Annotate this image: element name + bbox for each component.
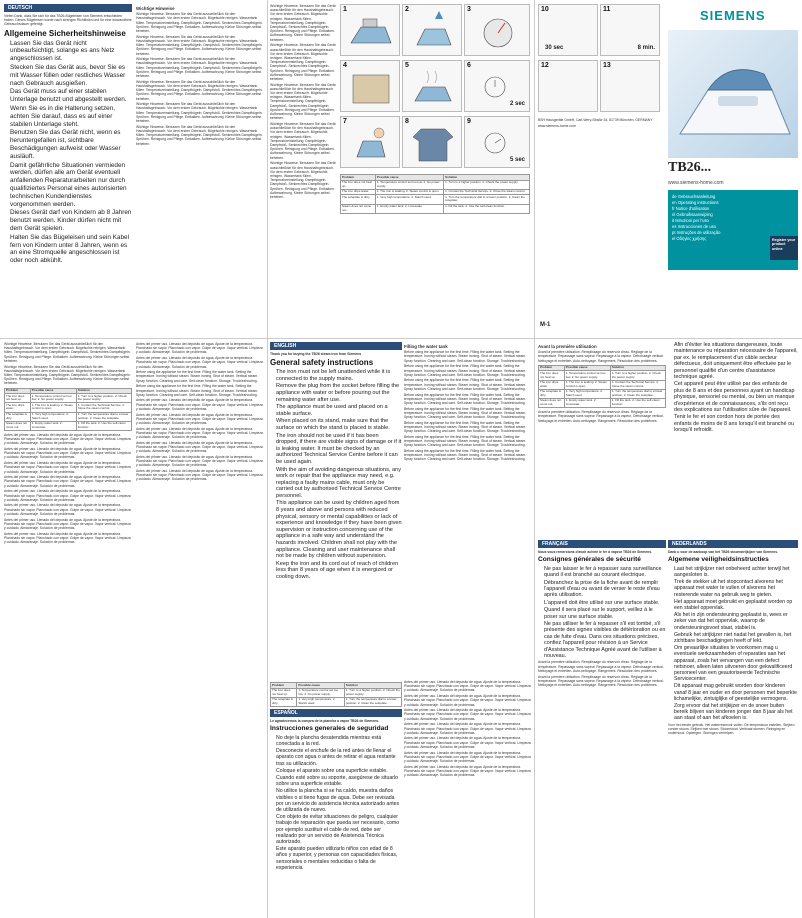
english-intro: Thank you for buying the TB26 steam iron from Siemens [270,352,362,356]
english-bullet: • The iron must not be left unattended while it is connected to the supply mains. [276,369,402,382]
de-bottom [4,342,132,914]
de-table-2 [4,388,132,431]
de-cont-text-4: Wichtige Hinweise. Benutzen Sie das Gerät ausschließlich für den Haushaltsgebrauch. Vor dem ersten Gebrauch. Bügelsohle reinigen. Wassertank füllen. Temperatureinstellung. Dampfbügeln. Dampfstoß. Senkrechtes Dampfbügeln. Sprühen. Reinigung und Pflege. Entkalken. Aufbewahrung. Kleine Störungen selbst beheben. [270,121,336,160]
step-1 [340,4,400,56]
dutch-bullet: • Gebruik het strijkijzer niet nadat het gevallen is, het zichtbare beschadigingen heeft of lekt. [674,632,798,644]
french-bullet: • Débranchez la prise de la fiche avant de remplir l'appareil d'eau ou avant de verser le reste d'eau après utilisation. [544,580,666,599]
td: 1. Contact the Technical Service. 2. Close the steam control. [76,403,131,412]
iron-photo-icon [668,30,798,158]
es-text-3: Antes del primer uso. Llenado del depósito de agua. Ajuste de la temperatura. Planchado sin vapor. Planchado con vapor. Golpe de vapor. Vapor vertical. Limpieza y cuidado. Almacenaje. Solución de problemas. [4,461,131,474]
english-heading: General safety instructions [270,358,374,368]
spanish-bullet: • Desconecte el enchufe de la red antes de llenar el aparato con agua o antes de retirar el agua restante tras su utilización. [276,748,402,767]
step-number: 9 [467,118,471,125]
spanish-bullet: • No deje la plancha desatendida mientras está conectada a la red. [276,735,402,747]
dutch-bullet: • Zorg ervoor dat het strijkijzer en de snoer buiten bereik blijven van kinderen jonger dan 8 jaar als het aan staat of aan het afkoelen is. [674,703,798,722]
td: The soleplate is dirty. [341,195,376,204]
fr-body-3: Avant la première utilisation. Remplissage du réservoir d'eau. Réglage de la température. Repassage sans vapeur. Repassage à la vapeur. Défroissage vertical. Nettoyage et entretien. Auto-nettoyage. Rangement. Résolution des problèmes. [538,660,664,673]
lang-item: fr Notice d'utilisation [672,206,710,211]
french-bullet: • Ne pas laisser le fer à repasser sans surveillance quand il est branché au courant électrique. [544,566,666,579]
dutch-bullets [668,566,798,722]
spanish-bullet: • Cuando esté sobre su soporte, asegúrese de situarlo sobre una superficie estable. [276,775,402,787]
td: 1. Contact the Technical Service. 2. Close the steam control. [444,189,530,195]
en-body-5: Before using the appliance for the first time. Filling the water tank. Setting the temperature. Ironing without steam. Steam ironing. Shot of steam. Vertical steam. Spray function. Cleaning and care. Self-clean function. Storage. Troubleshooting. [404,406,527,420]
fr-body-4: Avant la première utilisation. Remplissage du réservoir d'eau. Réglage de la température. Repassage sans vapeur. Repassage à la vapeur. Défroissage vertical. Nettoyage et entretien. Auto-nettoyage. Rangement. Résolution des problèmes. [538,674,664,687]
de-bottom-text-2: Wichtige Hinweise. Benutzen Sie das Gerät ausschließlich für den Haushaltsgebrauch. Vor dem ersten Gebrauch. Bügelsohle reinigen. Wassertank füllen. Temperatureinstellung. Dampfbügeln. Dampfstoß. Senkrechtes Dampfbügeln. Sprühen. Reinigung und Pflege. Entkalken. Aufbewahrung. Kleine Störungen selbst beheben. [4,364,131,386]
es-body-4: Antes del primer uso. Llenado del depósito de agua. Ajuste de la temperatura. Planchado sin vapor. Planchado con vapor. Golpe de vapor. Vapor vertical. Limpieza y cuidado. Almacenaje. Solución de problemas. [404,722,531,735]
th: Solution [444,175,530,181]
nl-body: Voor het eerste gebruik. Het waterreservoir vullen. De temperatuur instellen. Strijken zonder stoom. Strijken met stoom. Stoomstoot. Verticaal stomen. Reiniging en onderhoud. Opbergen. Storingen verhelpen. [668,722,795,736]
step-number: 7 [343,118,347,125]
fr-body-2: Avant la première utilisation. Remplissage du réservoir d'eau. Réglage de la température. Repassage sans vapeur. Repassage à la vapeur. Défroissage vertical. Nettoyage et entretien. Auto-nettoyage. Rangement. Résolution des problèmes. [538,410,664,423]
french-intro: Nous vous remercions d'avoir acheté le fer à vapeur TB26 de Siemens. [538,550,653,554]
th: Problem [341,175,376,181]
lang-item: it Istruzioni per l'uso [672,218,709,223]
fr-bullet: • Cet appareil peut être utilisé par des enfants de plus de 8 ans et des personnes ayant un handicap physique, sensoriel ou mental, ou bien un manque d'expérience et de connaissances, s'ils ont reçu des explications sur l'utilisation sûre de l'appareil. [674,381,798,413]
en-body-2: Before using the appliance for the first time. Filling the water tank. Setting the temperature. Ironing without steam. Steam ironing. Shot of steam. Vertical steam. Spray function. Cleaning and care. Self-clean function. Storage. Troubleshooting. [404,364,527,377]
es-body-1: Antes del primer uso. Llenado del depósito de agua. Ajuste de la temperatura. Planchado sin vapor. Planchado con vapor. Golpe de vapor. Vapor vertical. Limpieza y cuidado. Almacenaje. Solución de problemas. [404,680,531,693]
dial-icon [465,5,530,56]
english-bullet: • Remove the plug from the socket before filling the appliance with water or before pouring out the remaining water after use. [276,383,402,403]
td: 1. Very high temperature. 2. Starch used. [30,412,76,421]
step-13 [600,60,660,112]
french-bullet: • L'appareil doit être utilisé sur une surface stable. [544,600,666,606]
td: 1. Contact the Technical Service. 2. Close the steam control. [610,380,665,389]
french-heading: Consignes générales de sécurité [538,556,641,564]
water-fill-icon [403,5,462,56]
dutch-bullet: • Laat het strijkijzer niet onbeheerd achter terwijl het aangesloten is. [674,566,798,578]
spanish-bullet: • Con objeto de evitar situaciones de peligro, cualquier trabajo de reparación que pueda ser necesario, como por ejemplo sustituir el cable de red, debe ser realizado por un servicio de Asistencia Técnica autorizado. [276,814,402,845]
fold-line-1 [267,0,268,918]
german-bullet: • Halten Sie das Bügeleisen und sein Kabel fern von Kindern unter 8 Jahren, wenn es an eine Stromquelle angeschlossen ist oder noch abkühlt. [10,234,132,265]
en-text-b: Before using the appliance for the first time. Filling the water tank. Setting the temperature. Ironing without steam. Steam ironing. Shot of steam. Vertical steam. Spray function. Cleaning and care. Self-clean function. Storage. Troubleshooting. [136,384,259,397]
french-bar: FRANÇAIS [538,540,666,548]
german-body: Wichtige Hinweise. Benutzen Sie das Gerät ausschließlich für den Haushaltsgebrauch. Vor dem ersten Gebrauch. Bügelsohle reinigen. Wassertank füllen. Temperatureinstellung. Dampfbügeln. Dampfstoß. Senkrechtes Dampfbügeln. Sprühen. Reinigung und Pflege. Entkalken. Aufbewahrung. Kleine Störungen selbst beheben. [136,12,263,34]
german-heading: Allgemeine Sicherheitshinweise [4,28,126,38]
en-body-7: Before using the appliance for the first time. Filling the water tank. Setting the temperature. Ironing without steam. Steam ironing. Shot of steam. Vertical steam. Spray function. Cleaning and care. Self-clean function. Storage. Troubleshooting. [404,434,527,448]
en-table [270,682,402,707]
td: The soleplate is dirty. [271,697,297,706]
step-number: 8 [405,118,409,125]
th: Possible cause [30,388,76,394]
dutch-intro: Dank u voor de aankoop van het TB26 stoomstrijkijzer van Siemens. [668,550,779,554]
dutch-section [668,540,798,914]
td: 1. Fill the tank. 2. Use the self-clean function. [610,398,665,407]
english-bullet: • The iron should not be used if it has been dropped, if there are visible signs of damage or if it is leaking water. It must be checked by an authorized Technical Service Centre before it can be used again. [276,433,402,466]
de-cont [270,4,336,334]
es-text-4: Antes del primer uso. Llenado del depósito de agua. Ajuste de la temperatura. Planchado sin vapor. Planchado con vapor. Golpe de vapor. Vapor vertical. Limpieza y cuidado. Almacenaje. Solución de problemas. [4,475,131,488]
de-trouble-table [340,174,530,214]
fr-continued [668,342,798,538]
step-number: 12 [541,62,549,69]
time-label-4: 8 min. [637,45,655,51]
td: Steam does not come out. [5,421,31,430]
step-number: 4 [343,62,347,69]
model-name: TB26... [668,160,712,175]
th: Solution [344,683,401,689]
td: 1. Fill the tank. 2. Use the self-clean function. [444,204,530,213]
german-bullet: • Damit gefährliche Situationen vermieden werden, dürfen alle am Gerät eventuell anfallenden Reparaturarbeiten nur durch qualifiziertes Personal eines autorisierten technischen Kundendienstes vorgenommen werden. [10,162,132,209]
en-text-a: Before using the appliance for the first time. Filling the water tank. Setting the temperature. Ironing without steam. Steam ironing. Shot of steam. Vertical steam. Spray function. Cleaning and care. Self-clean function. Storage. Troubleshooting. [136,370,259,383]
th: Possible cause [297,683,345,689]
english-bullets [270,369,402,580]
address-block [538,118,662,202]
es-text-14: Antes del primer uso. Llenado del depósito de agua. Ajuste de la temperatura. Planchado sin vapor. Planchado con vapor. Golpe de vapor. Vapor vertical. Limpieza y cuidado. Almacenaje. Solución de problemas. [136,440,263,454]
steam-icon [403,61,462,112]
german-bar: DEUTSCH [4,4,132,12]
dutch-bar: NEDERLANDS [668,540,798,548]
step-number: 1 [343,6,347,13]
dutch-bullet: • Als het in zijn ondersteuning geplaatst is, wees er zeker van dat het oppervlak, waarop de ondersteuningsvoet staat, stabiel is. [674,612,798,631]
step-number: 11 [603,6,611,13]
es-text-13: Antes del primer uso. Llenado del depósito de agua. Ajuste de la temperatura. Planchado sin vapor. Planchado con vapor. Golpe de vapor. Vapor vertical. Limpieza y cuidado. Almacenaje. Solución de problemas. [136,426,263,440]
german-bullets [4,40,132,265]
en-body-4: Before using the appliance for the first time. Filling the water tank. Setting the temperature. Ironing without steam. Steam ironing. Shot of steam. Vertical steam. Spray function. Cleaning and care. Self-clean function. Storage. Troubleshooting. [404,392,527,405]
dutch-bullet: • Dit apparaat mag gebruikt worden door kinderen vanaf 8 jaar en ouder en door personen met beperkte lichamelijke, zintuiglijke of geestelijke vermogens. [674,683,798,702]
english-bullet: • When placed on its stand, make sure that the surface on which the stand is placed is stable. [276,418,402,431]
td: 1. The iron is leaking. 2. Steam control is open. [30,403,76,412]
english-bar: ENGLISH [270,342,402,350]
en-body-8: Before using the appliance for the first time. Filling the water tank. Setting the temperature. Ironing without steam. Steam ironing. Shot of steam. Vertical steam. Spray function. Cleaning and care. Self-clean function. Storage. Troubleshooting. [404,448,527,462]
es-body-2: Antes del primer uso. Llenado del depósito de agua. Ajuste de la temperatura. Planchado sin vapor. Planchado con vapor. Golpe de vapor. Vapor vertical. Limpieza y cuidado. Almacenaje. Solución de problemas. [404,694,531,707]
time-label-3: 30 sec [545,45,564,51]
english-bullet: • The appliance must be used and placed on a stable surface. [276,404,402,417]
spanish-intro: Le agradecemos la compra de la plancha a vapor TB26 de Siemens. [270,718,380,723]
time-label-1: 2 sec [509,101,525,107]
step-4 [340,60,400,112]
td: 1. Empty water tank. 2. Limescale. [30,421,76,430]
es-body-3: Antes del primer uso. Llenado del depósito de agua. Ajuste de la temperatura. Planchado sin vapor. Planchado con vapor. Golpe de vapor. Vapor vertical. Limpieza y cuidado. Almacenaje. Solución de problemas. [404,708,531,721]
shirt-icon [403,117,462,168]
td: 1. Turn to a higher position. 2. Check the power supply. [444,180,530,189]
en-body: Before using the appliance for the first time. Filling the water tank. Setting the temperature. Ironing without steam. Steam ironing. Shot of steam. Vertical steam. Spray function. Cleaning and care. Self-clean function. Storage. Troubleshooting. [404,350,527,363]
fr-table [538,365,666,408]
time-label-2: 5 sec [509,157,525,163]
td: 1. The iron is leaking. 2. Steam control is open. [564,380,610,389]
step-number: 3 [467,6,471,13]
website: www.siemens-home.com [668,180,724,186]
dutch-bullet: • Om gevaarlijke situaties te voorkomen mag u eventuele werkzaamheden of reparaties aan het apparaat, zoals het vervangen van een defect netsnoer, alleen laten uitvoeren door gekwalificeerd personeel van een geautoriseerde Technische Servicecenter. [674,645,798,682]
fabric-icon [341,61,400,112]
french-bullet: • Quand il sera placé sur le support, veillez à le poser sur une surface stable. [544,607,666,620]
german-intro: Vielen Dank, dass Sie sich für das TB26-Bügeleisen von Siemens entschieden haben. Dieses Bügeleisen wurde nach strengen Richtlinien und für eine einwandfreie Gebrauchsdauer gefertigt. [4,14,132,27]
es-text: Antes del primer uso. Llenado del depósito de agua. Ajuste de la temperatura. Planchado sin vapor. Planchado con vapor. Golpe de vapor. Vapor vertical. Limpieza y cuidado. Almacenaje. Solución de problemas. [4,432,131,446]
es-text-6: Antes del primer uso. Llenado del depósito de agua. Ajuste de la temperatura. Planchado sin vapor. Planchado con vapor. Golpe de vapor. Vapor vertical. Limpieza y cuidado. Almacenaje. Solución de problemas. [4,503,131,516]
td: The soleplate is dirty. [539,389,565,398]
es-body-5: Antes del primer uso. Llenado del depósito de agua. Ajuste de la temperatura. Planchado sin vapor. Planchado con vapor. Golpe de vapor. Vapor vertical. Limpieza y cuidado. Almacenaje. Solución de problemas. [404,736,531,749]
fr-body-1: Avant la première utilisation. Remplissage du réservoir d'eau. Réglage de la température. Repassage sans vapeur. Repassage à la vapeur. Défroissage vertical. Nettoyage et entretien. Auto-nettoyage. Rangement. Résolution des problèmes. [538,350,664,363]
spanish-bullet: • Este aparato pueden utilizarlo niños con edad de 8 años y superior, y personas con capacidades físicas, sensoriales o mentales reducidas o falta de experiencia [276,846,402,871]
lang-item: en Operating instructions [672,200,719,205]
de-cont-text-5: Wichtige Hinweise. Benutzen Sie das Gerät ausschließlich für den Haushaltsgebrauch. Vor dem ersten Gebrauch. Bügelsohle reinigen. Wassertank füllen. Temperatureinstellung. Dampfbügeln. Dampfstoß. Senkrechtes Dampfbügeln. Sprühen. Reinigung und Pflege. Entkalken. Aufbewahrung. Kleine Störungen selbst beheben. [270,161,336,199]
german-body-4: Wichtige Hinweise. Benutzen Sie das Gerät ausschließlich für den Haushaltsgebrauch. Vor dem ersten Gebrauch. Bügelsohle reinigen. Wassertank füllen. Temperatureinstellung. Dampfbügeln. Dampfstoß. Senkrechtes Dampfbügeln. Sprühen. Reinigung und Pflege. Entkalken. Aufbewahrung. Kleine Störungen selbst beheben. [136,79,263,101]
fr-cont-bullets [668,342,798,434]
td: The iron does not heat up. [5,394,31,403]
td: 1. Temperature control set too low. 2. No power supply. [564,371,610,380]
spanish-bullet: • Coloque el aparato sobre una superficie estable. [276,768,402,774]
step-12 [538,60,598,112]
de-bottom-text: Wichtige Hinweise. Benutzen Sie das Gerät ausschließlich für den Haushaltsgebrauch. Vor dem ersten Gebrauch. Bügelsohle reinigen. Wassertank füllen. Temperatureinstellung. Dampfbügeln. Dampfstoß. Senkrechtes Dampfbügeln. Sprühen. Reinigung und Pflege. Entkalken. Aufbewahrung. Kleine Störungen selbst beheben. [4,342,131,363]
step-9 [464,116,530,168]
en-body-3: Before using the appliance for the first time. Filling the water tank. Setting the temperature. Ironing without steam. Steam ironing. Shot of steam. Vertical steam. Spray function. Cleaning and care. Self-clean function. Storage. Troubleshooting. [404,378,527,391]
td: 1. Fill the tank. 2. Use the self-clean function. [76,421,131,430]
english-bullet: • With the aim of avoiding dangerous situations, any work or repair that the appliance may need, e.g. replacing a faulty mains cable, must only be carried out by authorised Technical Service Centre personnel. [276,467,402,500]
step-number: 2 [405,6,409,13]
es-text-12: Antes del primer uso. Llenado del depósito de agua. Ajuste de la temperatura. Planchado sin vapor. Planchado con vapor. Golpe de vapor. Vapor vertical. Limpieza y cuidado. Almacenaje. Solución de problemas. [136,412,263,425]
step-8 [402,116,462,168]
german-body-6: Wichtige Hinweise. Benutzen Sie das Gerät ausschließlich für den Haushaltsgebrauch. Vor dem ersten Gebrauch. Bügelsohle reinigen. Wassertank füllen. Temperatureinstellung. Dampfbügeln. Dampfstoß. Senkrechtes Dampfbügeln. Sprühen. Reinigung und Pflege. Entkalken. Aufbewahrung. Kleine Störungen selbst beheben. [136,124,263,146]
td: The iron does not heat up. [271,688,297,697]
td: 1. Turn to a higher position. 2. Check the power supply. [610,371,665,380]
spanish-bar: ESPAÑOL [270,709,402,717]
dutch-bullet: • Het apparaat moet gebruikt en geplaatst worden op een stabiel oppervlak. [674,599,798,611]
td: The iron drips water. [341,189,376,195]
step-3 [464,4,530,56]
th: Problem [271,683,297,689]
step-number: 6 [467,62,471,69]
td: 1. Temperature control set too low. 2. No power supply. [30,394,76,403]
step-2 [402,4,462,56]
address: BSH Hausgeräte GmbH, Carl-Wery-Straße 34, 81739 München, GERMANY [538,118,653,122]
th: Solution [610,365,665,371]
lang-item: pt Instruções de utilização [672,230,721,235]
es-small [136,342,264,914]
td: 1. Temperature control set too low. 2. No power supply. [297,688,345,697]
td: 1. Turn the temperature dial to a lower position. 2. Clean the soleplate. [344,697,401,706]
german-detail: Wichtige Hinweise Wichtige Hinweise. Benutzen Sie das Gerät ausschließlich für den Haushaltsgebrauch. Vor dem ersten Gebrauch. Bügelsohle reinigen. Wassertank füllen. Temperatureinstellung. Dampfbügeln. Dampfstoß. Senkrechtes Dampfbügeln. Sprühen. Reinigung und Pflege. Entkalken. Aufbewahrung. Kleine Störungen selbst beheben. Wichtige Hinweise. Benutzen Sie das Gerät ausschließlich für den Haushaltsgebrauch. Vor dem ersten Gebrauch. Bügelsohle reinigen. Wassertank füllen. Temperatureinstellung. Dampfbügeln. Dampfstoß. Senkrechtes Dampfbügeln. Sprühen. Reinigung und Pflege. Entkalken. Aufbewahrung. Kleine Störungen selbst beheben. Wichtige Hinweise. Benutzen Sie das Gerät ausschließlich für den Haushaltsgebrauch. Vor dem ersten Gebrauch. Bügelsohle reinigen. Wassertank füllen. Temperatureinstellung. Dampfbügeln. Dampfstoß. Senkrechtes Dampfbügeln. Sprühen. Reinigung und Pflege. Entkalken. Aufbewahrung. Kleine Störungen selbst beheben. Wichtige Hinweise. Benutzen Sie das Gerät ausschließlich für den Haushaltsgebrauch. Vor dem ersten Gebrauch. Bügelsohle reinigen. Wassertank füllen. Temperatureinstellung. Dampfbügeln. Dampfstoß. Senkrechtes Dampfbügeln. Sprühen. Reinigung und Pflege. Entkalken. Aufbewahrung. Kleine Störungen selbst beheben. Wichtige Hinweise. Benutzen Sie das Gerät ausschließlich für den Haushaltsgebrauch. Vor dem ersten Gebrauch. Bügelsohle reinigen. Wassertank füllen. Temperatureinstellung. Dampfbügeln. Dampfstoß. Senkrechtes Dampfbügeln. Sprühen. Reinigung und Pflege. Entkalken. Aufbewahrung. Kleine Störungen selbst beheben. Wichtige Hinweise. Benutzen Sie das Gerät ausschließlich für den Haushaltsgebrauch. Vor dem ersten Gebrauch. Bügelsohle reinigen. Wassertank füllen. Temperatureinstellung. Dampfbügeln. Dampfstoß. Senkrechtes Dampfbügeln. Sprühen. Reinigung und Pflege. Entkalken. Aufbewahrung. Kleine Störungen selbst beheben. [136,6,263,146]
fr-bullet: • Afin d'éviter les situations dangereuses, toute maintenance ou réparation nécessaire de l'appareil, par ex. le remplacement d'un câble secteur défectueux, doit uniquement être effectuée par le personnel qualifié d'un centre d'assistance technique agréé. [674,342,798,380]
td: 1. Turn the temperature dial to a lower position. 2. Clean the soleplate. [444,195,530,204]
td: Steam does not come out. [539,398,565,407]
step-number: 10 [541,6,549,13]
spanish-bullets [270,735,402,871]
step-10 [538,4,598,56]
german-bullet: • Benutzen Sie das Gerät nicht, wenn es heruntergefallen ist, sichtbare Beschädigungen aufweist oder Wasser ausläuft. [10,129,132,160]
th: Possible cause [564,365,610,371]
fold-line-horizontal [0,338,802,339]
english-detail: Filling the water tank Before using the appliance for the first time. Filling the water tank. Setting the temperature. Ironing without steam. Steam ironing. Shot of steam. Vertical steam. Spray function. Cleaning and care. Self-clean function. Storage. Troubleshooting. Before using the appliance for the first time. Filling the water tank. Setting the temperature. Ironing without steam. Steam ironing. Shot of steam. Vertical steam. Spray function. Cleaning and care. Self-clean function. Storage. Troubleshooting. Before using the appliance for the first time. Filling the water tank. Setting the temperature. Ironing without steam. Steam ironing. Shot of steam. Vertical steam. Spray function. Cleaning and care. Self-clean function. Storage. Troubleshooting. Before using the appliance for the first time. Filling the water tank. Setting the temperature. Ironing without steam. Steam ironing. Shot of steam. Vertical steam. Spray function. Cleaning and care. Self-clean function. Storage. Troubleshooting. Before using the appliance for the first time. Filling the water tank. Setting the temperature. Ironing without steam. Steam ironing. Shot of steam. Vertical steam. Spray function. Cleaning and care. Self-clean function. Storage. Troubleshooting. Before using the appliance for the first time. Filling the water tank. Setting the temperature. Ironing without steam. Steam ironing. Shot of steam. Vertical steam. Spray function. Cleaning and care. Self-clean function. Storage. Troubleshooting. Before using the appliance for the first time. Filling the water tank. Setting the temperature. Ironing without steam. Steam ironing. Shot of steam. Vertical steam. Spray function. Cleaning and care. Self-clean function. Storage. Troubleshooting. Before using the appliance for the first time. Filling the water tank. Setting the temperature. Ironing without steam. Steam ironing. Shot of steam. Vertical steam. Spray function. Cleaning and care. Self-clean function. Storage. Troubleshooting. [404,342,532,676]
spanish-bullet: • No utilice la plancha si se ha caído, muestra daños visibles o si tiene fugas de agua. Debe ser revisada por un servicio de asistencia técnica autorizado antes de utilizarla de nuevo. [276,788,402,813]
es-text-16: Antes del primer uso. Llenado del depósito de agua. Ajuste de la temperatura. Planchado sin vapor. Planchado con vapor. Golpe de vapor. Vapor vertical. Limpieza y cuidado. Almacenaje. Solución de problemas. [136,468,263,482]
product-photo [668,30,798,158]
french-section [538,540,666,914]
td: The iron does not heat up. [539,371,565,380]
step-number: 13 [603,62,611,69]
iron-icon [341,5,400,56]
lang-item: de Gebrauchsanleitung [672,194,716,199]
es-text-9: Antes del primer uso. Llenado del depósito de agua. Ajuste de la temperatura. Planchado sin vapor. Planchado con vapor. Golpe de vapor. Vapor vertical. Limpieza y cuidado. Almacenaje. Solución de problemas. [136,342,263,355]
german-bullet: • Dieses Gerät darf von Kindern ab 8 Jahren benutzt werden. Kinder dürfen nicht mit dem Gerät spielen. [10,209,132,232]
td: 1. Empty water tank. 2. Limescale. [375,204,443,213]
td: 1. Empty water tank. 2. Limescale. [564,398,610,407]
es-body-6: Antes del primer uso. Llenado del depósito de agua. Ajuste de la temperatura. Planchado sin vapor. Planchado con vapor. Golpe de vapor. Vapor vertical. Limpieza y cuidado. Almacenaje. Solución de problemas. [404,750,531,763]
german-body-2: Wichtige Hinweise. Benutzen Sie das Gerät ausschließlich für den Haushaltsgebrauch. Vor dem ersten Gebrauch. Bügelsohle reinigen. Wassertank füllen. Temperatureinstellung. Dampfbügeln. Dampfstoß. Senkrechtes Dampfbügeln. Sprühen. Reinigung und Pflege. Entkalken. Aufbewahrung. Kleine Störungen selbst beheben. [136,34,263,56]
th: Solution [76,388,131,394]
german-body-3: Wichtige Hinweise. Benutzen Sie das Gerät ausschließlich für den Haushaltsgebrauch. Vor dem ersten Gebrauch. Bügelsohle reinigen. Wassertank füllen. Temperatureinstellung. Dampfbügeln. Dampfstoß. Senkrechtes Dampfbügeln. Sprühen. Reinigung und Pflege. Entkalken. Aufbewahrung. Kleine Störungen selbst beheben. [136,57,263,79]
es-text-15: Antes del primer uso. Llenado del depósito de agua. Ajuste de la temperatura. Planchado sin vapor. Planchado con vapor. Golpe de vapor. Vapor vertical. Limpieza y cuidado. Almacenaje. Solución de problemas. [136,454,263,468]
step-6 [464,60,530,112]
es-text-5: Antes del primer uso. Llenado del depósito de agua. Ajuste de la temperatura. Planchado sin vapor. Planchado con vapor. Golpe de vapor. Vapor vertical. Limpieza y cuidado. Almacenaje. Solución de problemas. [4,489,131,502]
step-number: 5 [405,62,409,69]
english-bullet: • Keep the iron and its cord out of reach of children less than 8 years of age when it is energized or cooling down. [276,561,402,581]
spanish-heading: Instrucciones generales de seguridad [270,725,389,733]
address-web: www.siemens-home.com [538,123,576,128]
td: 1. Very high temperature. 2. Starch used. [564,389,610,398]
dutch-bullet: • Trek de stekker uit het stopcontact alvorens het apparaat met water te vullen of alvorens het resterende water na gebruik weg te gieten. [674,579,798,598]
step-7 [340,116,400,168]
spanish-detail [404,680,532,914]
td: 1. The iron is leaking. 2. Steam control is open. [375,189,443,195]
td: 1. Turn to a higher position. 2. Check the power supply. [345,688,400,696]
french-bullet: • Ne pas utiliser le fer à repasser s'il est tombé, s'il présente des signes visibles de détérioration ou en cas de fuite d'eau. Dans ces situations précises, confiez l'appareil pour révision à un Service d'Assistance Technique Agréé avant de l'utiliser à nouveau. [544,621,666,659]
td: The soleplate is dirty. [5,412,31,421]
fr-bullet: • Tenir le fer et son cordon hors de portée des enfants de moins de 8 ans lorsqu'il est branché ou lorsqu'il refroidit. [674,414,798,433]
th: Problem [539,365,565,371]
german-bullet: • Stecken Sie das Gerät aus, bevor Sie es mit Wasser füllen oder restliches Wasser nach Gebrauch ausgießen. [10,64,132,87]
td: The iron drips water. [539,380,565,389]
de-cont-text: Wichtige Hinweise. Benutzen Sie das Gerät ausschließlich für den Haushaltsgebrauch. Vor dem ersten Gebrauch. Bügelsohle reinigen. Wassertank füllen. Temperatureinstellung. Dampfbügeln. Dampfstoß. Senkrechtes Dampfbügeln. Sprühen. Reinigung und Pflege. Entkalken. Aufbewahrung. Kleine Störungen selbst beheben. [270,4,336,42]
th: Possible cause [375,175,443,181]
step-11 [600,4,660,56]
dutch-heading: Algemene veiligheidsinstructies [668,556,769,564]
es-text-2: Antes del primer uso. Llenado del depósito de agua. Ajuste de la temperatura. Planchado sin vapor. Planchado con vapor. Golpe de vapor. Vapor vertical. Limpieza y cuidado. Almacenaje. Solución de problemas. [4,446,131,460]
de-cont-text-3: Wichtige Hinweise. Benutzen Sie das Gerät ausschließlich für den Haushaltsgebrauch. Vor dem ersten Gebrauch. Bügelsohle reinigen. Wassertank füllen. Temperatureinstellung. Dampfbügeln. Dampfstoß. Senkrechtes Dampfbügeln. Sprühen. Reinigung und Pflege. Entkalken. Aufbewahrung. Kleine Störungen selbst beheben. [270,82,336,121]
page-marker: M-1 [540,322,551,328]
td: 1. Turn the temperature dial to a lower position. 2. Clean the soleplate. [76,412,131,421]
german-section [4,4,132,334]
es-text-11: Antes del primer uso. Llenado del depósito de agua. Ajuste de la temperatura. Planchado sin vapor. Planchado con vapor. Golpe de vapor. Vapor vertical. Limpieza y cuidado. Almacenaje. Solución de problemas. [136,398,263,411]
td: Steam does not come out. [341,204,376,213]
german-bullet: • Das Gerät muss auf einer stabilen Unterlage benutzt und abgestellt werden. [10,88,132,104]
english-bullet: • This appliance can be used by children aged from 8 years and above and persons with reduced physical, sensory or mental capabilities or lack of experience and knowledge if they have been given supervision or instruction concerning use of the appliance in a safe way and understand the hazards involved. Children shall not play with the appliance. Cleaning and user maintenance shall not be made by children without supervision. [276,500,402,559]
german-body-5: Wichtige Hinweise. Benutzen Sie das Gerät ausschließlich für den Haushaltsgebrauch. Vor dem ersten Gebrauch. Bügelsohle reinigen. Wassertank füllen. Temperatureinstellung. Dampfbügeln. Dampfstoß. Senkrechtes Dampfbügeln. Sprühen. Reinigung und Pflege. Entkalken. Aufbewahrung. Kleine Störungen selbst beheben. [136,102,263,124]
td: 1. Turn the temperature dial to a lower position. 2. Clean the soleplate. [610,389,665,398]
step-5 [402,60,462,112]
de-cont-text-2: Wichtige Hinweise. Benutzen Sie das Gerät ausschließlich für den Haushaltsgebrauch. Vor dem ersten Gebrauch. Bügelsohle reinigen. Wassertank füllen. Temperatureinstellung. Dampfbügeln. Dampfstoß. Senkrechtes Dampfbügeln. Sprühen. Reinigung und Pflege. Entkalken. Aufbewahrung. Kleine Störungen selbst beheben. [270,43,336,81]
spanish-section [270,680,402,914]
td: 1. Very high temperature. 2. Starch used. [297,697,345,706]
es-body-7: Antes del primer uso. Llenado del depósito de agua. Ajuste de la temperatura. Planchado sin vapor. Planchado con vapor. Golpe de vapor. Vapor vertical. Limpieza y cuidado. Almacenaje. Solución de problemas. [404,764,531,778]
td: The iron drips water. [5,403,31,412]
german-bullet: • Lassen Sie das Gerät nicht unbeaufsichtigt, solange es ans Netz angeschlossen ist. [10,40,132,63]
es-text-7: Antes del primer uso. Llenado del depósito de agua. Ajuste de la temperatura. Planchado sin vapor. Planchado con vapor. Golpe de vapor. Vapor vertical. Limpieza y cuidado. Almacenaje. Solución de problemas. [4,517,131,530]
fr-left: Avant la première utilisation Avant la première utilisation. Remplissage du réservoir d'eau. Réglage de la température. Repassage sans vapeur. Repassage à la vapeur. Défroissage vertical. Nettoyage et entretien. Auto-nettoyage. Rangement. Résolution des problèmes. Problem Possible cause Solution The iron does not heat up. 1. Temperature control set too low. 2. No power supply. 1. Turn to a higher position. 2. Check the power supply. The iron drips water. 1. The iron is leaking. 2. Steam control is open. 1. Contact the Technical Service. 2. Close the steam control. The soleplate is dirty. 1. Very high temperature. 2. Starch used. 1. Turn the temperature dial to a lower position. 2. Clean the soleplate. Steam does not come out. 1. Empty water tank. 2. Limescale. 1. Fill the tank. 2. Use the self-clean function. Avant la première utilisation. Remplissage du réservoir d'eau. Réglage de la température. Repassage sans vapeur. Repassage à la vapeur. Défroissage vertical. Nettoyage et entretien. Auto-nettoyage. Rangement. Résolution des problèmes. [538,342,666,538]
fold-line-2 [534,0,535,918]
siemens-logo: SIEMENS [700,8,766,23]
register-box: Register your product online [770,236,798,260]
es-text-8: Antes del primer uso. Llenado del depósito de agua. Ajuste de la temperatura. Planchado sin vapor. Planchado con vapor. Golpe de vapor. Vapor vertical. Limpieza y cuidado. Almacenaje. Solución de problemas. [4,531,131,545]
es-text-10: Antes del primer uso. Llenado del depósito de agua. Ajuste de la temperatura. Planchado sin vapor. Planchado con vapor. Golpe de vapor. Vapor vertical. Limpieza y cuidado. Almacenaje. Solución de problemas. [136,356,263,369]
english-section [270,342,402,676]
lang-item: el Οδηγίες χρήσης [672,236,707,241]
td: 1. Turn to a higher position. 2. Check the power supply. [76,394,131,403]
hand-icon [341,117,400,168]
td: 1. Temperature control set too low. 2. No power supply. [375,180,443,189]
de-troubleshoot [340,172,530,334]
en-body-6: Before using the appliance for the first time. Filling the water tank. Setting the temperature. Ironing without steam. Steam ironing. Shot of steam. Vertical steam. Spray function. Cleaning and care. Self-clean function. Storage. Troubleshooting. [404,420,527,434]
french-bullets [538,566,666,660]
german-bullet: • Wenn Sie es in die Halterung setzen, achten Sie darauf, dass es auf einer stabilen Unterlage steht. [10,105,132,128]
lang-item: es Instrucciones de uso [672,224,716,229]
th: Problem [5,388,31,394]
td: The iron does not heat up. [341,180,376,189]
lang-item: nl Gebruiksaanwijzing [672,212,713,217]
td: 1. Very high temperature. 2. Starch used. [375,195,443,204]
